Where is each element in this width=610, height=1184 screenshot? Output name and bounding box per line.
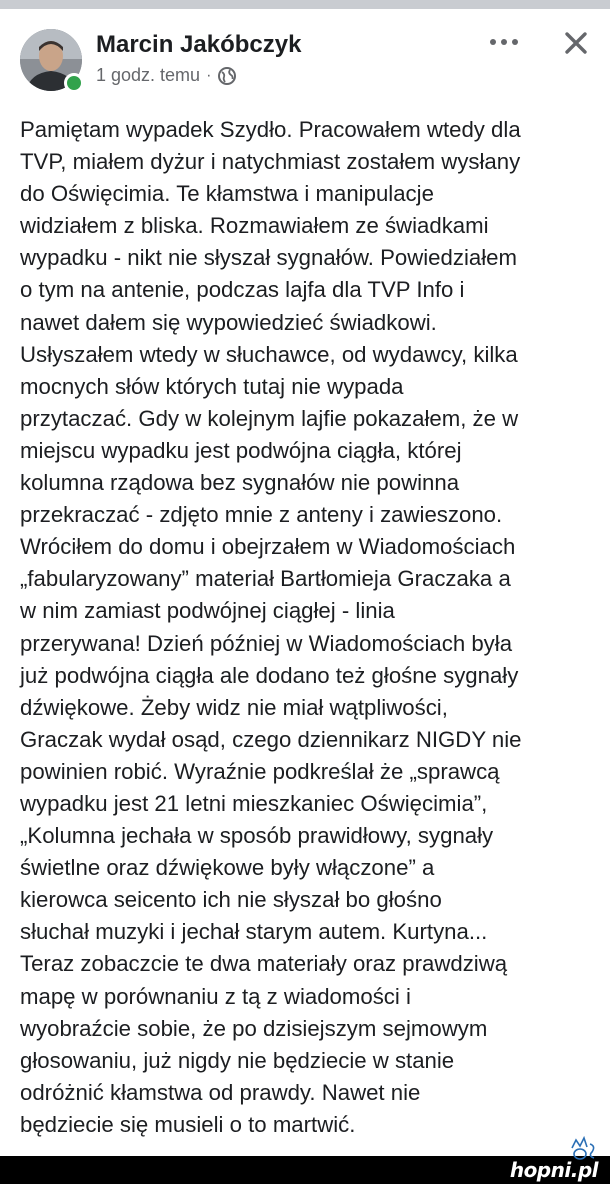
post-text-line: widziałem z bliska. Rozmawiałem ze świadkami (20, 213, 489, 239)
more-options-button[interactable] (484, 27, 524, 57)
post-text-line: kierowca seicento ich nie słyszał bo głośno (20, 887, 442, 913)
post-text-line: Wróciłem do domu i obejrzałem w Wiadomościach (20, 534, 516, 560)
post-text-line: nawet dałem się wypowiedzieć świadkowi. (20, 309, 437, 335)
post-body-text (20, 114, 596, 1141)
post-text-line: Teraz zobaczcie te dwa materiały oraz prawdziwą (20, 951, 508, 977)
post-text-line: mapę w porównaniu z tą z wiadomości i (20, 983, 411, 1009)
post-text-line: kolumna rządowa bez sygnałów nie powinna (20, 470, 460, 496)
post-text-line: głosowaniu, już nigdy nie będziecie w stanie (20, 1047, 455, 1073)
post-text-line: świetlne oraz dźwiękowe były włączone” a (20, 855, 435, 881)
post-text-line: miejscu wypadku jest podwójna ciągła, której (20, 437, 462, 463)
author-name[interactable]: Marcin Jakóbczyk (96, 31, 302, 58)
post-text-line: odróżnić kłamstwa od prawdy. Nawet nie (20, 1079, 421, 1105)
post-text-line: o tym na antenie, podczas lajfa dla TVP Info i (20, 277, 465, 303)
watermark-text: hop⁠ni.pl (509, 1158, 598, 1182)
close-button[interactable] (556, 23, 596, 63)
post-text-line: przerywana! Dzień później w Wiadomościach była (20, 630, 513, 656)
globe-icon[interactable] (217, 66, 237, 86)
post-text-line: będziecie się musieli o to martwić. (20, 1111, 356, 1137)
post-text-line: Usłyszałem wtedy w słuchawce, od wydawcy, kilka (20, 341, 518, 367)
post-text-line: powinien robić. Wyraźnie podkreślał że „sprawcą (20, 758, 500, 784)
more-horizontal-icon (489, 38, 519, 46)
post-text-line: mocnych słów których tutaj nie wypada (20, 373, 404, 399)
post-text-line: TVP, miałem dyżur i natychmiast zostałem wysłany (20, 149, 521, 175)
post-text-line: w nim zamiast podwójnej ciągłej - linia (20, 598, 395, 624)
post-time[interactable]: 1 godz. temu (96, 65, 201, 85)
post-text-line: przekraczać - zdjęto mnie z anteny i zawieszono. (20, 502, 503, 528)
post-text-line: „Kolumna jechała w sposób prawidłowy, sygnały (20, 823, 494, 849)
post-header (0, 9, 610, 109)
post-text-line: wyobraźcie sobie, że po dzisiejszym sejmowym (20, 1015, 488, 1041)
post-meta (96, 65, 237, 86)
online-status-indicator (64, 73, 84, 93)
post-text-line: Graczak wydał osąd, czego dziennikarz NIGDY nie (20, 726, 522, 752)
post-text-line: „fabularyzowany” materiał Bartłomieja Graczaka a (20, 566, 511, 592)
meta-separator: · (206, 66, 212, 84)
post-text-line: już podwójna ciągła ale dodano też głośne sygnały (20, 662, 519, 688)
post-text-line: wypadku - nikt nie słyszał sygnałów. Powiedziałem (20, 245, 517, 271)
post-text-line: przytaczać. Gdy w kolejnym lajfie pokazałem, że w (20, 405, 519, 431)
post-text-line: dźwiękowe. Żeby widz nie miał wątpliwości, (20, 694, 448, 720)
post-text-line: słuchał muzyki i jechał starym autem. Kurtyna... (20, 919, 488, 945)
close-icon (564, 31, 588, 55)
post-text-line: wypadku jest 21 letni mieszkaniec Oświęcimia”, (20, 790, 488, 816)
post-text-line: Pamiętam wypadek Szydło. Pracowałem wtedy dla (20, 117, 521, 142)
top-divider (0, 0, 610, 9)
post-text-line: do Oświęcimia. Te kłamstwa i manipulacje (20, 181, 434, 207)
